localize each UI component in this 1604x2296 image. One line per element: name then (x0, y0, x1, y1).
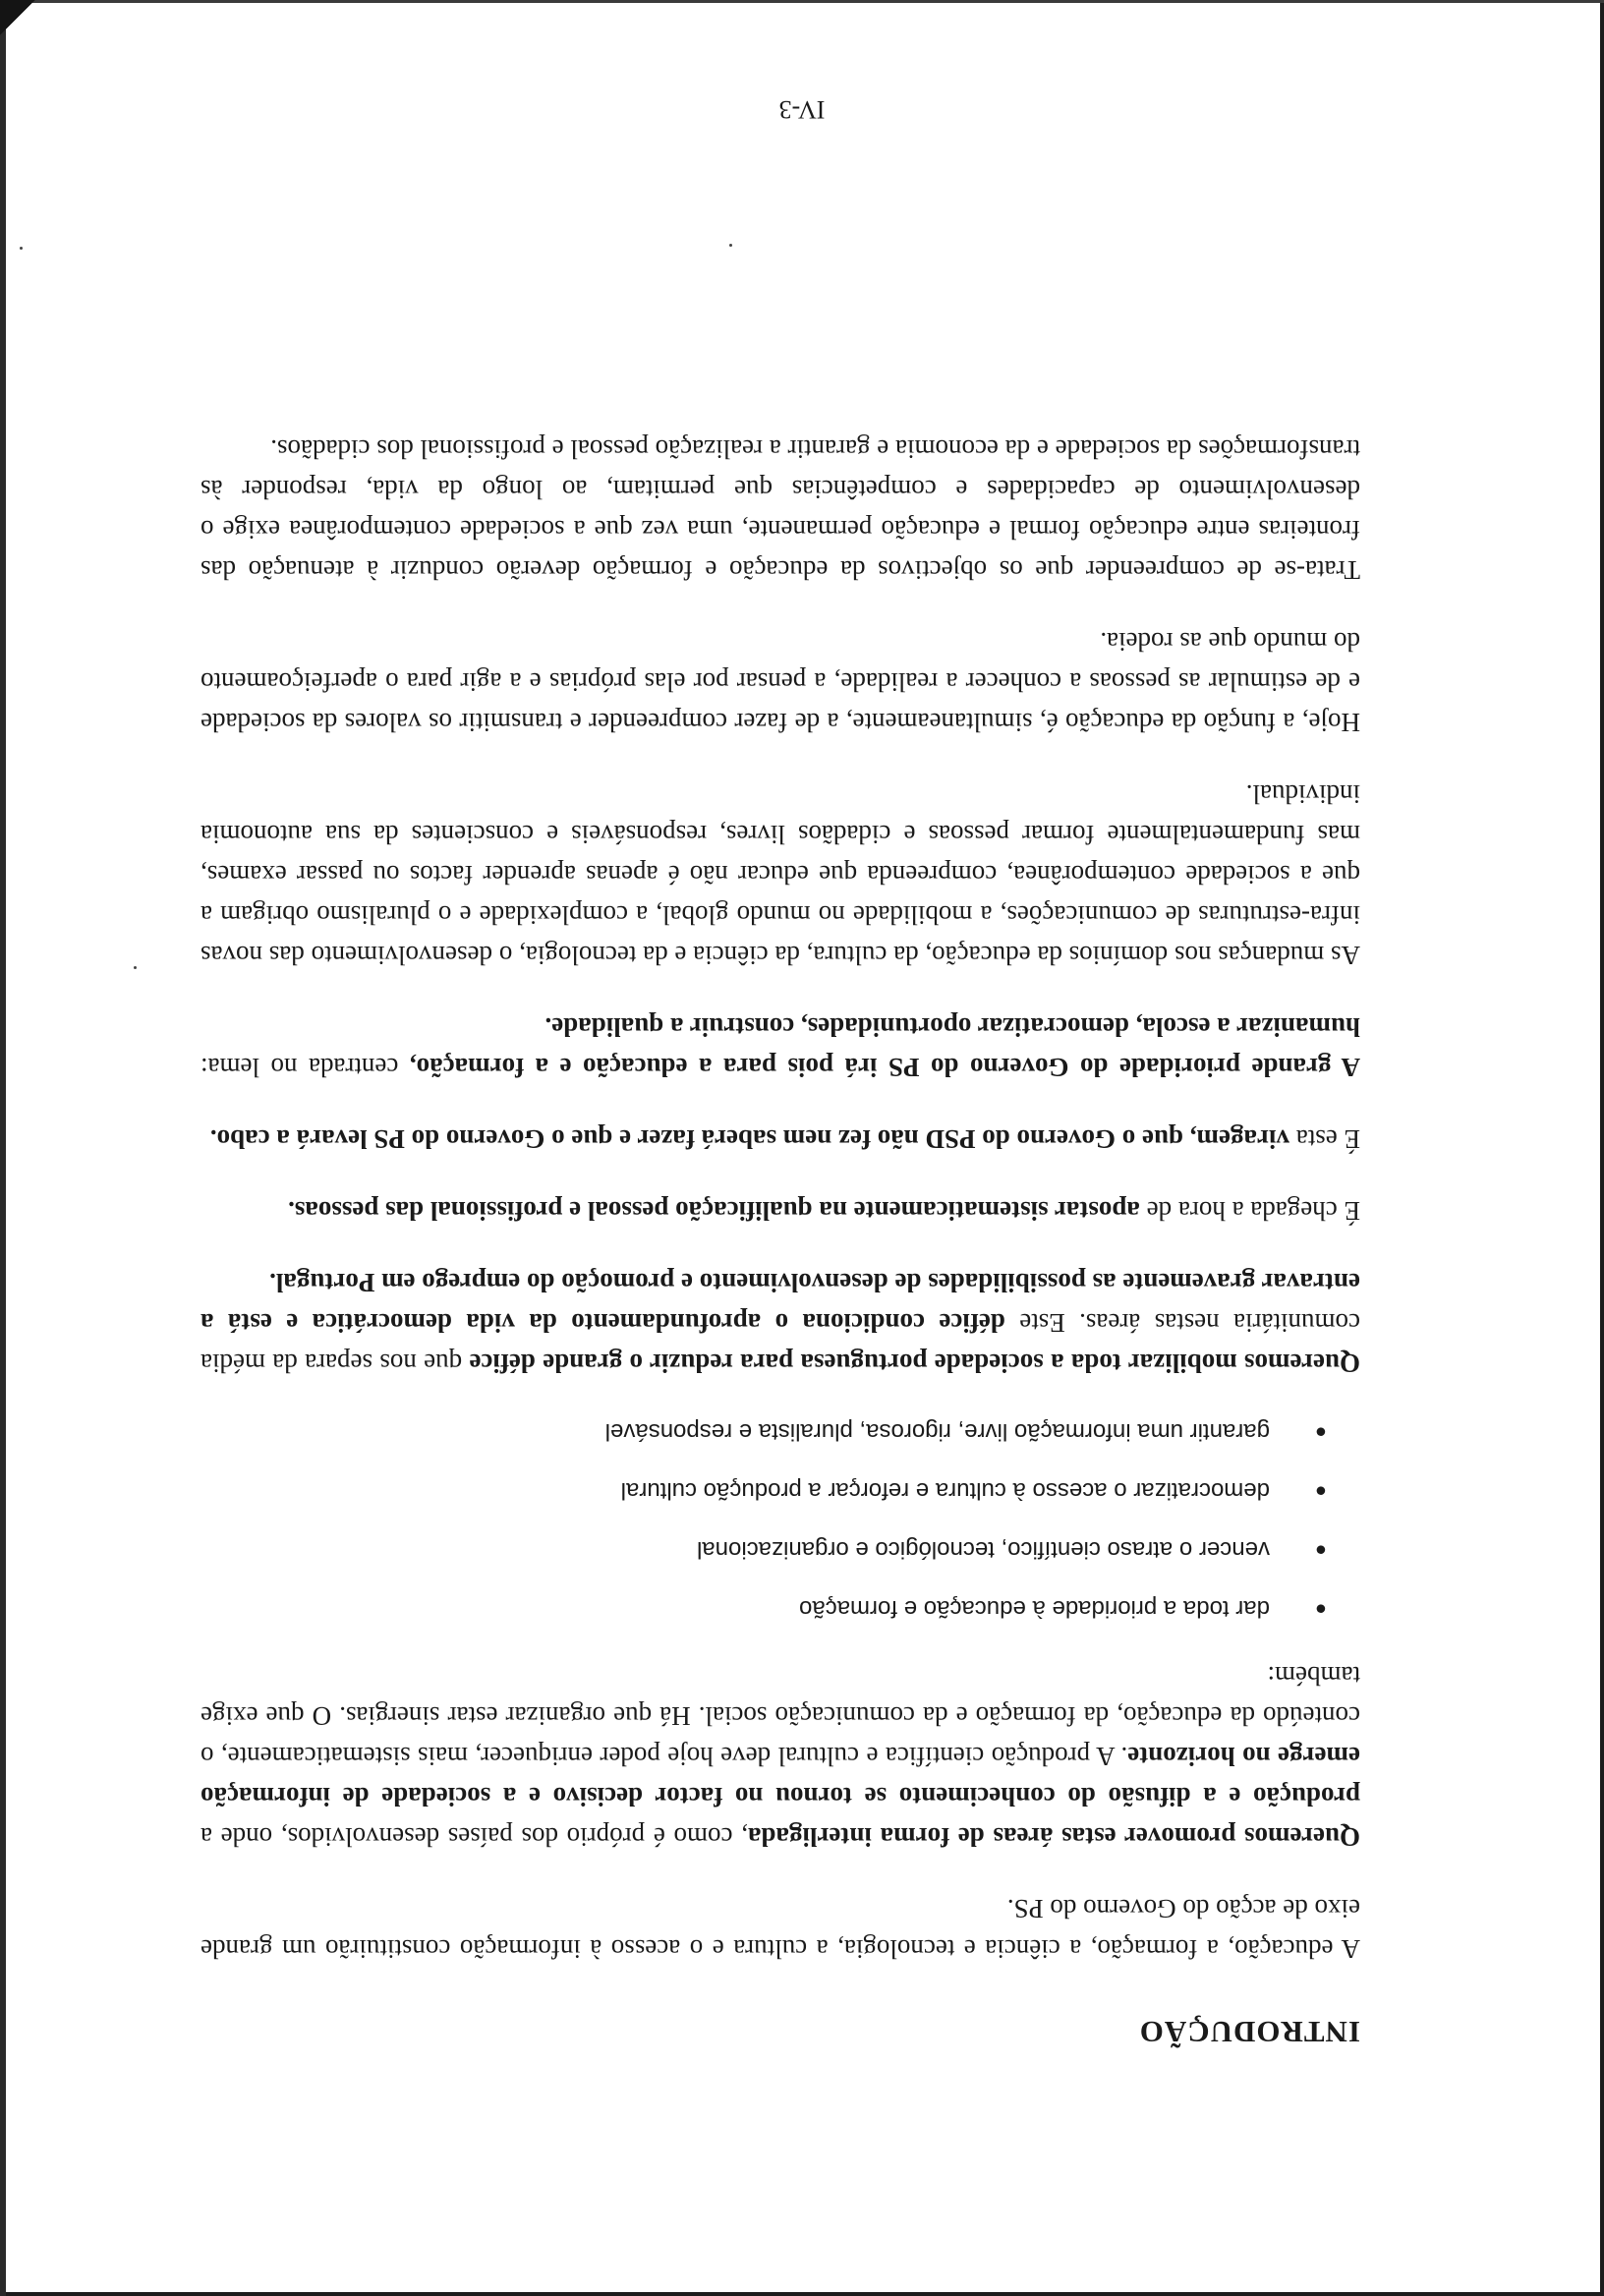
bullet-icon: ● (1314, 1421, 1327, 1443)
scan-speck (134, 966, 137, 969)
body-text: que nos separa da média comunitária nestas áreas. Este (200, 1308, 1360, 1378)
bold-text: humanizar a escola, democratizar oportunidades, construir a qualidade. (544, 1012, 1360, 1042)
paragraph-defice (200, 1262, 1360, 1383)
scan-edge-top (0, 2292, 1604, 2296)
bullet-text: dar toda a prioridade à educação e formação (799, 1595, 1270, 1622)
bold-text: apostar sistematicamente na qualificação pessoal e profissional das pessoas. (288, 1196, 1140, 1226)
paragraph-funcao-educacao: Hoje, a função da educação é, simultaneamente, a de fazer compreender e transmitir os valores da sociedade e de estimular as pessoas a conhecer a realidade, a pensar por elas próprias e a agir para o aperfeiçoamento do mundo que as rodeia. (200, 627, 1360, 737)
scan-speck (20, 247, 23, 250)
bullet-item (200, 1534, 1327, 1565)
scan-edge-left (1600, 0, 1604, 2296)
scan-edge-right (0, 0, 6, 2296)
bold-text: Queremos mobilizar toda a sociedade portuguesa para reduzir o grande défice (469, 1349, 1360, 1378)
document-body (200, 397, 1360, 2052)
body-text: É esta (1289, 1124, 1360, 1154)
bullet-text: garantir uma informação livre, rigorosa, pluralista e responsável (604, 1418, 1270, 1445)
paragraph-objectivos: Trata-se de compreender que os objectivos da educação e formação deverão conduzir à atenuação das fronteiras entre educação formal e educação permanente, uma vez que a sociedade contemporânea exige o desenvolvimento de capacidades e competências que permitam, ao longo da vida, responder às transformações da sociedade e da economia e garantir a realização pessoal e profissional dos cidadãos. (200, 434, 1360, 585)
bold-text: produção e a difusão do conhecimento se tornou no factor decisivo e a sociedade de informação emerge no horizonte (200, 1742, 1360, 1811)
bullet-text: democratizar o acesso à cultura e reforçar a produção cultural (620, 1477, 1270, 1504)
paragraph-interligada (200, 1655, 1360, 1857)
bullet-text: vencer o atraso científico, tecnológico e organizacional (696, 1536, 1270, 1563)
scan-speck (729, 244, 732, 247)
bullet-item (200, 1593, 1327, 1624)
bold-text: défice condiciona o aprofundamento da vida democrática e está a entravar gravemente as possibilidades de desenvolvimento e promoção do emprego em Portugal. (200, 1268, 1360, 1338)
body-text: , como é próprio dos países desenvolvidos, onde a (200, 1822, 748, 1852)
bold-text: A grande prioridade do Governo do PS irá pois para a educação e a formação, (409, 1053, 1360, 1082)
bullet-icon: ● (1314, 1539, 1327, 1561)
bold-text: viragem, que o Governo do PSD não fez nem saberá fazer e que o Governo do PS levará a cabo. (209, 1124, 1290, 1154)
scan-corner-shadow (0, 0, 35, 35)
body-text: . A produção científica e cultural deve hoje poder enriquecer, mais sistematicamente, o conteúdo da educação, da formação e da comunicação social. Há que organizar estar sinergias. O que exige também: (200, 1661, 1360, 1771)
bullet-icon: ● (1314, 1598, 1327, 1620)
body-text: É chegada a hora de (1139, 1196, 1360, 1226)
scan-edge-bottom (0, 0, 1604, 3)
bullet-list (200, 1416, 1360, 1624)
bold-text: Queremos promover estas áreas de forma interligada (747, 1822, 1360, 1852)
page-number: IV-3 (778, 95, 826, 124)
bullet-item (200, 1416, 1327, 1447)
paragraph-viragem (200, 1119, 1360, 1159)
bullet-item (200, 1475, 1327, 1506)
paragraph-intro: A educação, a formação, a ciência e tecnologia, a cultura e o acesso à informação constituirão um grande eixo de acção do Governo do PS. (200, 1894, 1360, 1964)
paragraph-prioridade (200, 1006, 1360, 1087)
section-heading: INTRODUÇÃO (1138, 2015, 1360, 2049)
bullet-icon: ● (1314, 1480, 1327, 1502)
paragraph-mudancas: As mudanças nos domínios da educação, da cultura, da ciência e da tecnologia, o desenvolvimento das novas infra-estruturas de comunicações, a mobilidade no mundo global, a complexidade e o pluralismo obrigam a que a sociedade contemporânea, compreenda que educar não é apenas aprender factos ou passar exames, mas fundamentalmente formar pessoas e cidadãos livres, responsáveis e conscientes da sua autonomia individual. (200, 779, 1360, 970)
paragraph-qualificacao (200, 1190, 1360, 1231)
body-text: centrada no lema: (200, 1053, 410, 1082)
